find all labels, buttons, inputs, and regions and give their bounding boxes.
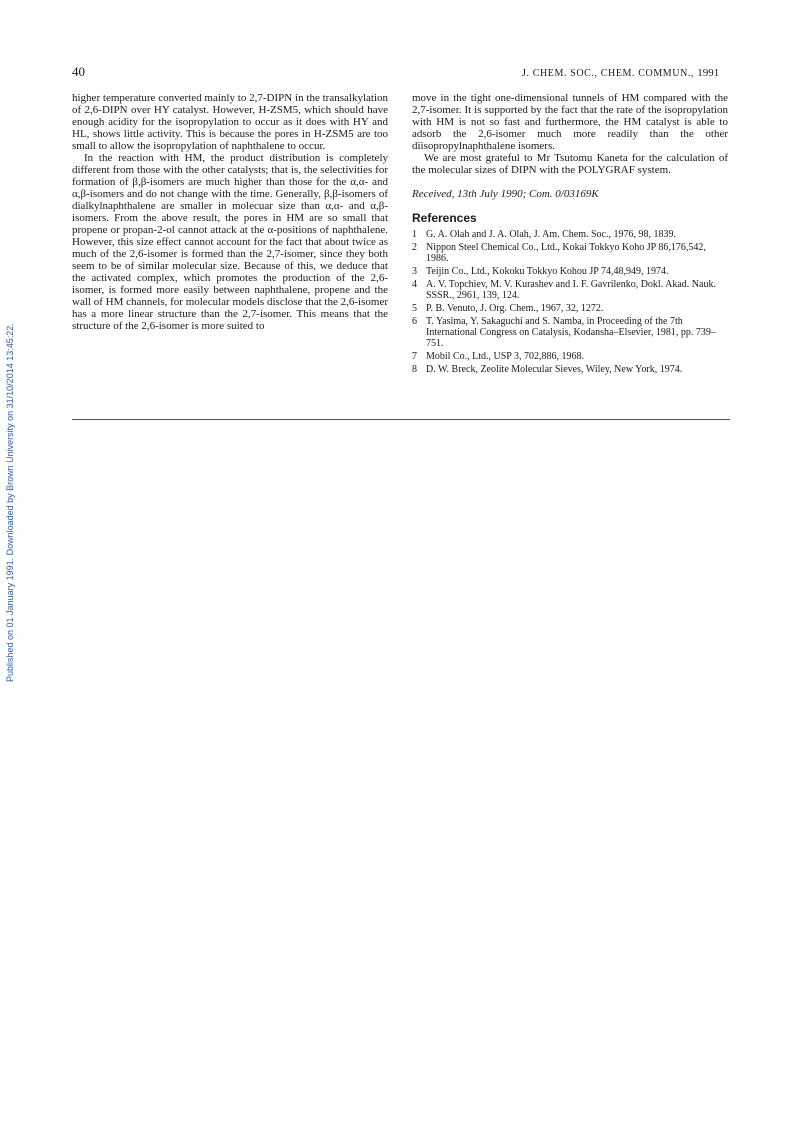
journal-year: 1991 — [697, 67, 720, 79]
reference-number: 7 — [412, 351, 417, 362]
received-line: Received, 13th July 1990; Com. 0/03169K — [412, 188, 599, 200]
reference-item — [412, 316, 728, 349]
download-provenance-note: Published on 01 January 1991. Downloaded by Brown University on 31/10/2014 13:45:22. — [5, 323, 15, 682]
reference-text: G. A. Olah and J. A. Olah, J. Am. Chem. Soc., 1976, 98, 1839. — [426, 229, 676, 240]
reference-item — [412, 364, 728, 375]
reference-number: 6 — [412, 316, 417, 327]
reference-text: D. W. Breck, Zeolite Molecular Sieves, Wiley, New York, 1974. — [426, 364, 683, 375]
reference-number: 3 — [412, 266, 417, 277]
reference-text: P. B. Venuto, J. Org. Chem., 1967, 32, 1272. — [426, 303, 604, 314]
body-paragraph: move in the tight one-dimensional tunnels of HM compared with the 2,7-isomer. It is supported by the fact that the rate of the isopropylation with HM is not so fast and furthermore, the HM catalyst is able to adsorb the 2,6-isomer much more readily than the other diisopropylnaphthalene isomers. — [412, 92, 728, 152]
reference-item — [412, 242, 728, 264]
reference-item — [412, 279, 728, 301]
left-column — [72, 92, 388, 332]
reference-number: 5 — [412, 303, 417, 314]
reference-item — [412, 266, 728, 277]
reference-number: 2 — [412, 242, 417, 253]
reference-text: Teijin Co., Ltd., Kokoku Tokkyo Kohou JP 74,48,949, 1974. — [426, 266, 669, 277]
journal-name: J. CHEM. SOC., CHEM. COMMUN., — [522, 68, 695, 79]
reference-text: Nippon Steel Chemical Co., Ltd., Kokai Tokkyo Koho JP 86,176,542, 1986. — [426, 242, 706, 264]
reference-number: 1 — [412, 229, 417, 240]
body-paragraph: higher temperature converted mainly to 2,7-DIPN in the transalkylation of 2,6-DIPN over HY catalyst. However, H-ZSM5, which should have enough acidity for the isopropylation to occur as it does with HY and HL, shows little activity. This is because the pores in H-ZSM5 are too small to allow the isopropylation of naphthalene to occur. — [72, 92, 388, 152]
reference-item — [412, 351, 728, 362]
reference-list — [412, 229, 728, 375]
reference-text: T. Yasima, Y. Sakaguchi and S. Namba, in Proceeding of the 7th International Congress on Catalysis, Kodansha–Elsevier, 1981, pp. 739–751. — [426, 316, 716, 349]
reference-number: 4 — [412, 279, 417, 290]
reference-number: 8 — [412, 364, 417, 375]
reference-text: A. V. Topchiev, M. V. Kurashev and I. F. Gavrilenko, Dokl. Akad. Nauk. SSSR., 2961, 139, 124. — [426, 279, 716, 301]
page-number: 40 — [72, 64, 85, 79]
bottom-rule — [72, 419, 730, 420]
running-head — [522, 67, 719, 79]
right-column — [412, 92, 728, 377]
acknowledgement: We are most grateful to Mr Tsutomu Kaneta for the calculation of the molecular sizes of DIPN with the POLYGRAF system. — [412, 152, 728, 176]
body-paragraph: In the reaction with HM, the product distribution is completely different from those with the other catalysts; that is, the selectivities for formation of β,β-isomers are much higher than those for the α,α- and α,β-isomers and do not change with the time. Generally, β,β-isomers of dialkylnaphthalene are smaller in molecuar size than α,α- and α,β-isomers. From the above result, the pores in HM are so small that propene or propan-2-ol cannot attack at the α-positions of naphthalene. However, this size effect cannot account for the fact that about twice as much of the 2,6-isomer is formed than the 2,7-isomer, since they both seem to be of similar molecular size. Because of this, we deduce that the activated complex, which promotes the production of the 2,6-isomer, is formed more easily between naphthalene, propene and the wall of HM channels, for molecular models disclose that the 2,6-isomer has a more linear structure than the 2,7-isomer. This means that the structure of the 2,6-isomer is more suited to — [72, 152, 388, 332]
reference-item — [412, 303, 728, 314]
references-heading: References — [412, 211, 477, 225]
reference-item — [412, 229, 728, 240]
reference-text: Mobil Co., Ltd., USP 3, 702,886, 1968. — [426, 351, 584, 362]
